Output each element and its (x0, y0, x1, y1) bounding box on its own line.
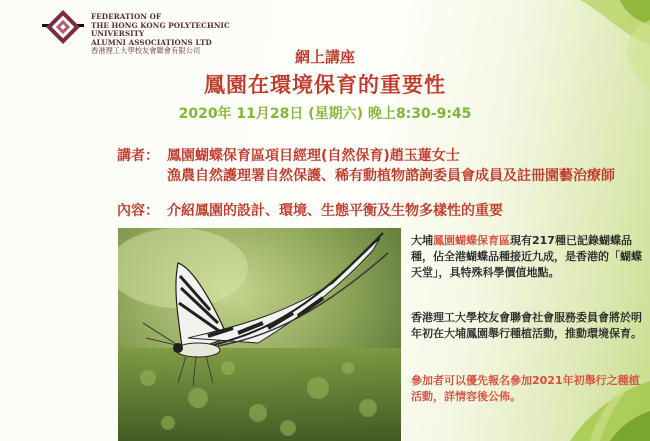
logo-org-zh: 香港理工大學校友會聯會有限公司 (91, 46, 201, 56)
p1-rest: 現有217種已記錄蝴蝶品種，佔全港蝴蝶品種接近九成，是香港的「蝴蝶天堂」，具特殊科學價值地點。 (411, 234, 642, 279)
butterfly-photo (118, 228, 401, 441)
p1-prefix: 大埔 (411, 234, 433, 247)
fung-yuen-link-text: 鳳園蝴蝶保育區 (433, 234, 510, 247)
planting-activity-paragraph: 香港理工大學校友會聯會社會服務委員會將於明年初在大埔鳳園舉行種植活動，推動環境保育。 (411, 311, 642, 340)
content-description: 介紹鳳園的設計、環境、生態平衡及生物多樣性的重要 (167, 203, 503, 219)
event-title: 鳳園在環境保育的重要性 (204, 73, 446, 97)
logo-org-en-line2: THE HONG KONG POLYTECHNIC UNIVERSITY (91, 20, 230, 39)
event-type: 網上講座 (294, 48, 355, 66)
speaker-credentials: 漁農自然護理署自然保護、稀有動植物諮詢委員會成員及註冊園藝治療師 (167, 168, 615, 184)
organization-logo (42, 9, 242, 56)
content-label: 內容： (117, 203, 159, 219)
conservation-info-paragraph (411, 233, 643, 281)
event-datetime: 2020年 11月28日 (星期六) 晚上8:30-9:45 (178, 106, 472, 122)
speaker-label: 講者： (117, 148, 159, 164)
polyu-alumni-logo-icon (42, 9, 84, 45)
speaker-name: 鳳園蝴蝶保育區項目經理(自然保育)趙玉蓮女士 (167, 148, 460, 164)
logo-org-en-line1: FEDERATION OF (91, 12, 162, 21)
priority-registration-paragraph: 參加者可以優先報名參加2021年初舉行之種植活動，詳情容後公佈。 (411, 374, 640, 403)
logo-org-en-line3: ALUMNI ASSOCIATIONS LTD (91, 37, 212, 47)
